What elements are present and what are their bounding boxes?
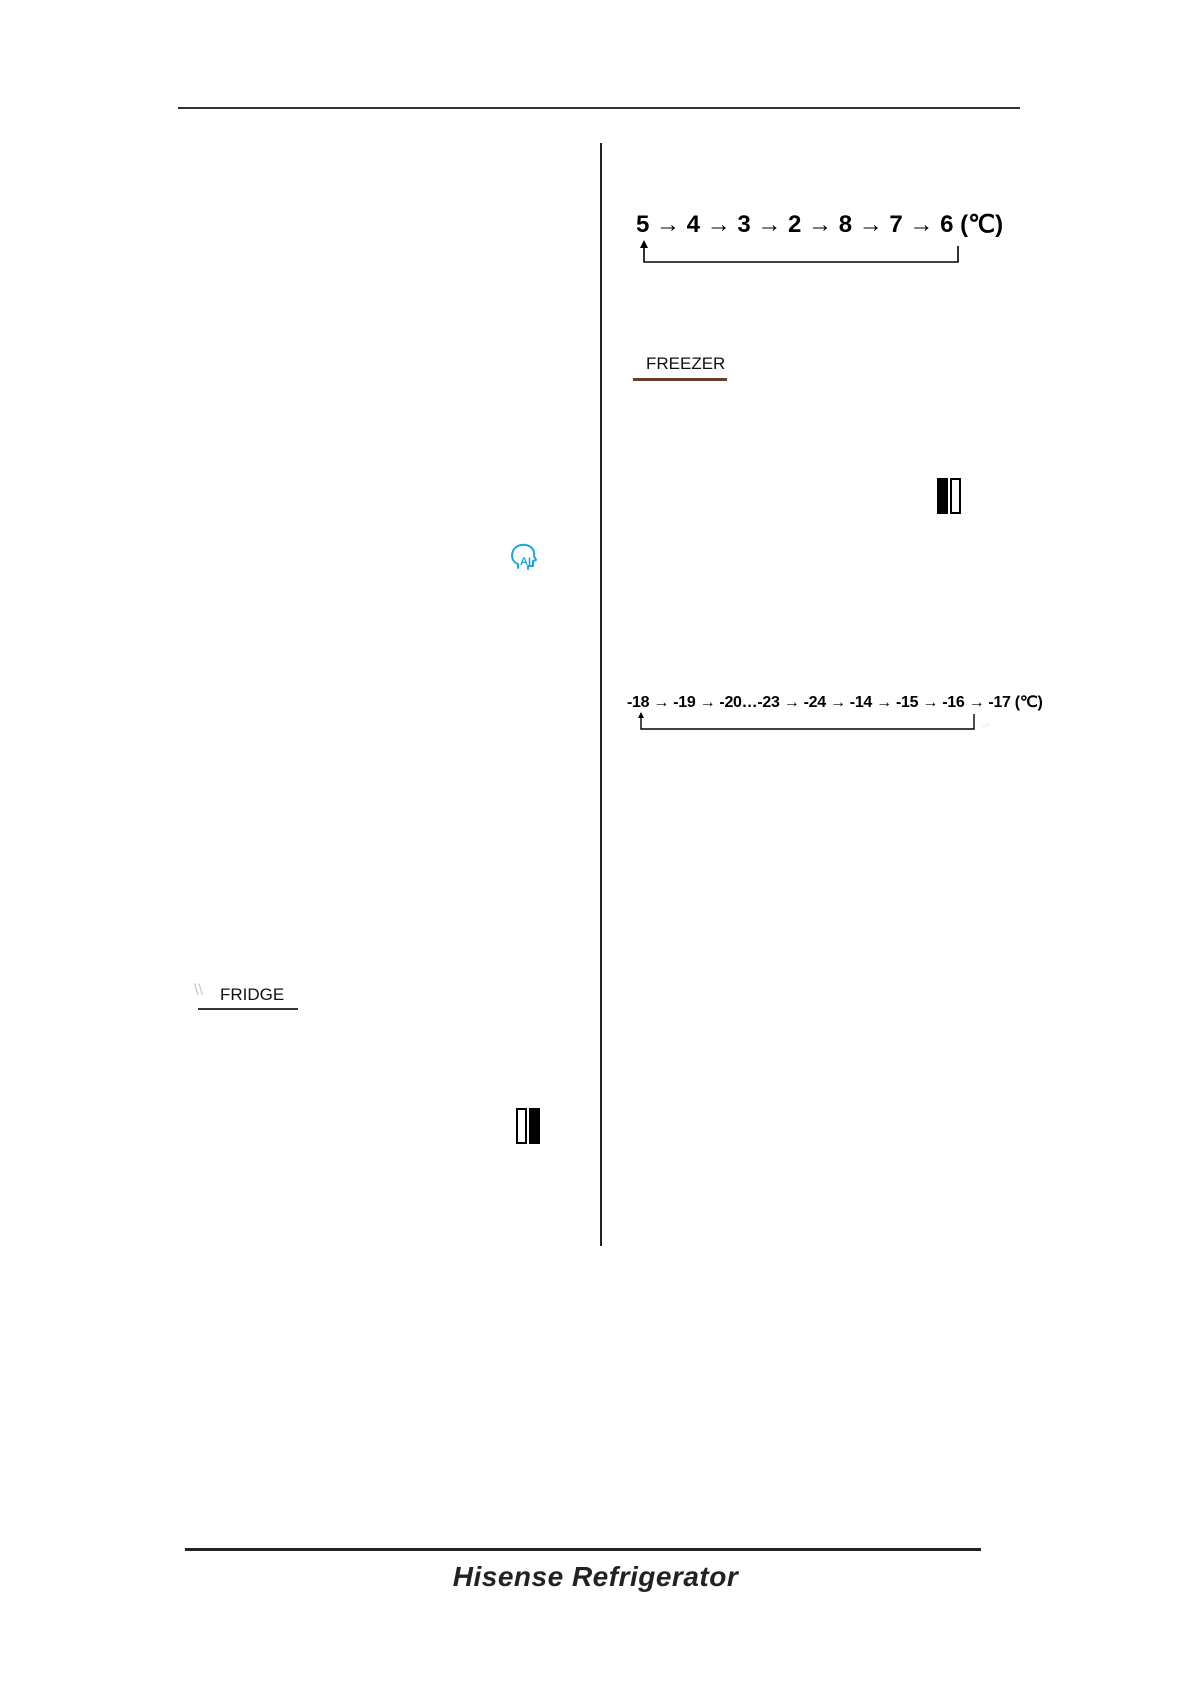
fridge-label-underline: [198, 1008, 298, 1010]
fridge-cycle-return-arrow: [640, 240, 960, 270]
decorative-ticks: \\: [194, 982, 203, 999]
brand-footer: Hisense Refrigerator: [452, 1561, 739, 1592]
freezer-label-underline: [633, 378, 727, 381]
door-left-half: [937, 478, 948, 514]
fridge-section-label: FRIDGE: [220, 985, 285, 1004]
door-left-half: [516, 1108, 527, 1144]
top-rule: [178, 107, 1020, 109]
door-right-half: [950, 478, 961, 514]
freezer-temperature-cycle: -18 → -19 → -20…-23 → -24 → -14 → -15 → -16 → -17 (℃): [627, 694, 1043, 711]
faint-watermark: ◦◦: [979, 716, 994, 734]
door-right-filled-icon: [516, 1108, 542, 1144]
fridge-temperature-cycle: 5 → 4 → 3 → 2 → 8 → 7 → 6 (℃): [636, 211, 1004, 238]
door-left-filled-icon: [937, 478, 963, 514]
freezer-cycle-return-arrow: [638, 712, 978, 732]
column-divider: [600, 143, 602, 1246]
bottom-rule: [185, 1548, 981, 1551]
door-right-half: [529, 1108, 540, 1144]
head-with-ai-icon: [508, 542, 538, 574]
freezer-section-label: FREEZER: [646, 354, 726, 373]
svg-text:AI: AI: [520, 556, 531, 568]
